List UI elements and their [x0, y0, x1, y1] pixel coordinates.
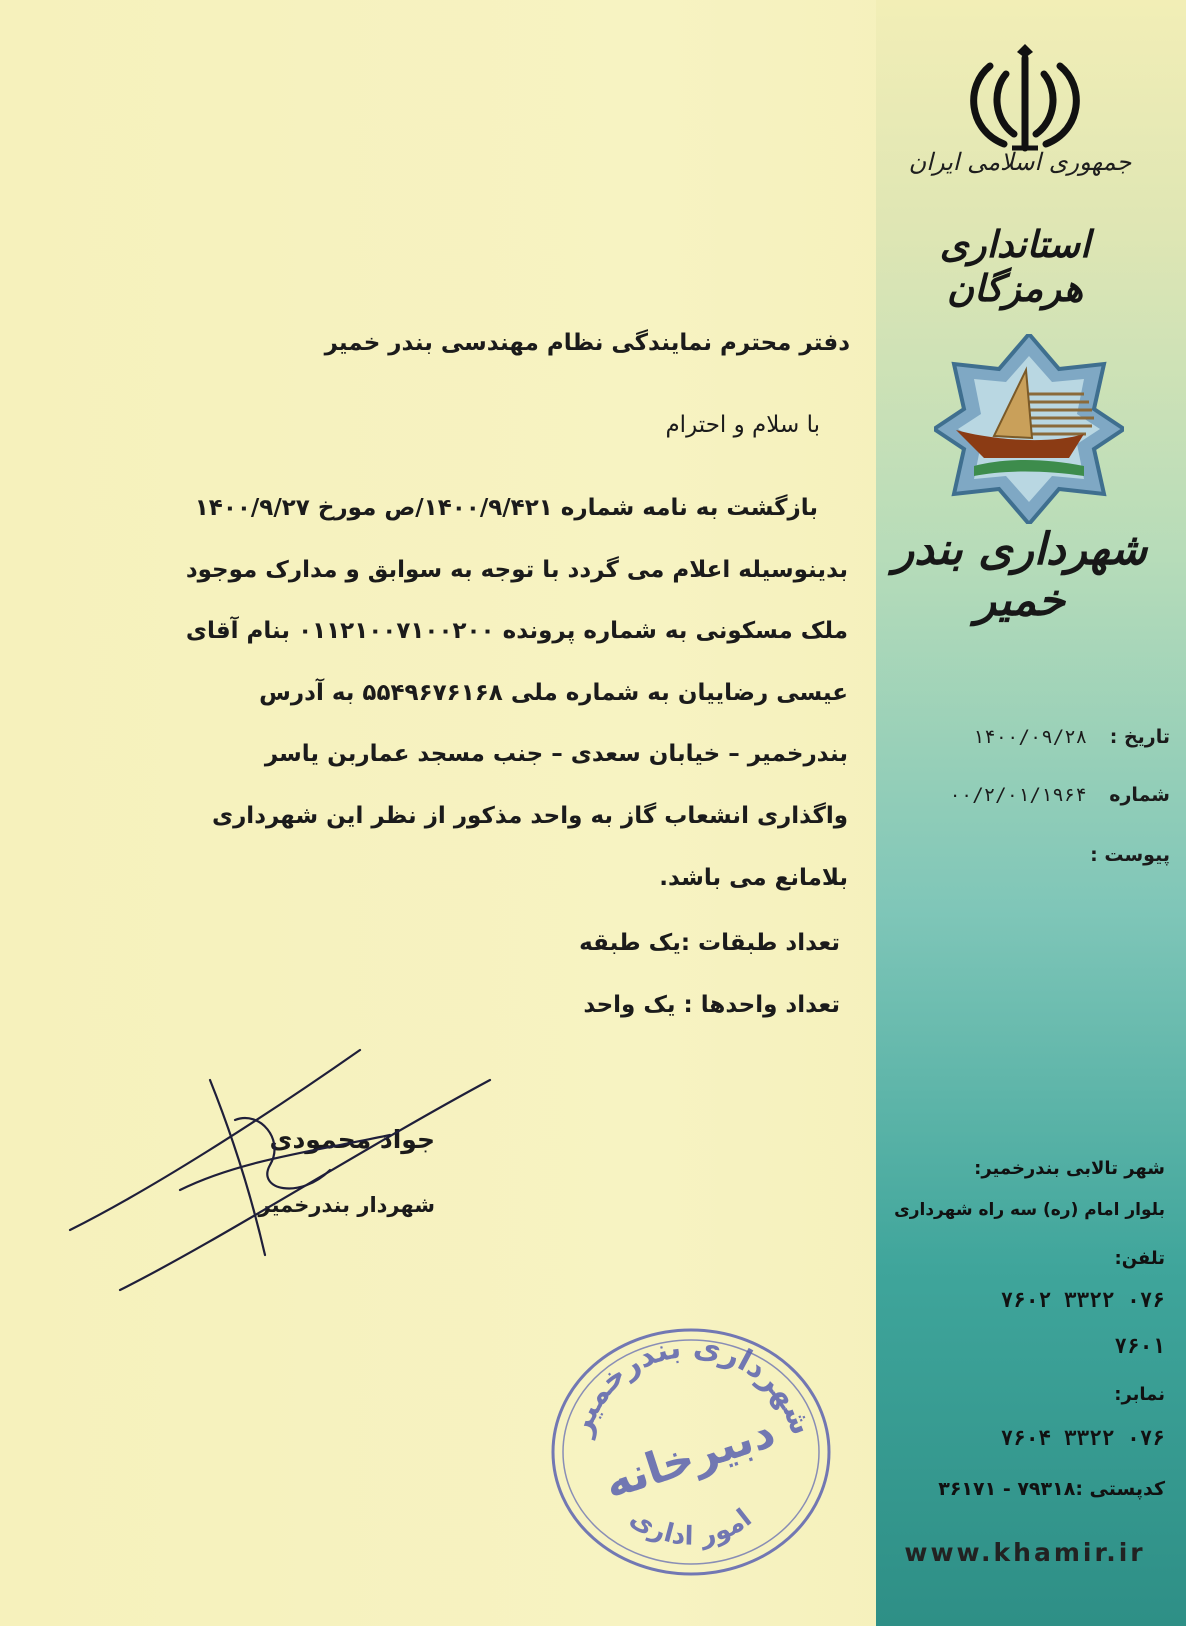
postal-code: کدپستی :۷۹۳۱۸ - ۳۶۱۷۱ — [938, 1478, 1165, 1500]
website-link[interactable]: www.khamir.ir — [904, 1538, 1146, 1567]
number-label: شماره — [1109, 784, 1170, 806]
stamp-top-text: شهرداری بندرخمیر — [562, 1329, 820, 1440]
date-value: ۱۴۰۰/۰۹/۲۸ — [972, 726, 1088, 748]
iran-emblem-icon — [960, 44, 1090, 156]
body-line: بدینوسیله اعلام می گردد با توجه به سوابق و مدارک موجود — [185, 556, 848, 583]
phone-label: تلفن: — [1114, 1248, 1165, 1269]
handwritten-signature — [60, 1040, 500, 1300]
number-value: ۰۰/۲/۰۱/۱۹۶۴ — [949, 784, 1087, 806]
body-line: بازگشت به نامه شماره ۱۴۰۰/۹/۴۲۱/ص مورخ ۱۴۰۰/۹/۲۷ — [194, 495, 818, 521]
municipality-name: شهرداری بندر خمیر — [892, 524, 1148, 626]
number-row — [900, 784, 1170, 806]
phone-number-1: ۰۷۶ ۳۳۲۲ ۷۶۰۲ — [1000, 1288, 1165, 1312]
letter-body — [108, 478, 848, 909]
address-line2: بلوار امام (ره) سه راه شهرداری — [894, 1200, 1165, 1220]
recipient: دفتر محترم نمایندگی نظام مهندسی بندر خمیر — [324, 330, 850, 356]
svg-text:شهرداری بندرخمیر — [562, 1329, 819, 1441]
attachment-row — [900, 844, 1170, 866]
body-line: ملک مسکونی به شماره پرونده ۰۱۱۲۱۰۰۷۱۰۰۲۰۰ بنام آقای — [185, 618, 848, 645]
attachment-label: پیوست : — [1090, 844, 1170, 866]
date-label: تاریخ : — [1109, 726, 1170, 748]
units-count: تعداد واحدها : یک واحد — [583, 992, 840, 1018]
stamp-center-text: دبیرخانه — [598, 1406, 782, 1510]
date-row — [900, 726, 1170, 748]
greeting: با سلام و احترام — [665, 412, 820, 438]
body-line: عیسی رضاییان به شماره ملی ۵۵۴۹۶۷۶۱۶۸ به آدرس — [259, 679, 848, 706]
signer-title: شهردار بندرخمیر — [258, 1193, 435, 1217]
stamp-bottom-text: امور اداری — [624, 1502, 758, 1552]
body-line: بندرخمیر – خیابان سعدی – جنب مسجد عماربن یاسر — [264, 741, 848, 768]
country-name: جمهوری اسلامی ایران — [908, 148, 1132, 176]
municipality-logo-icon — [934, 334, 1124, 524]
governorate-name: استانداری هرمزگان — [939, 222, 1091, 310]
fax-label: نمابر: — [1114, 1384, 1165, 1405]
body-line: واگذاری انشعاب گاز به واحد مذکور از نظر این شهرداری — [211, 802, 848, 829]
fax-number: ۰۷۶ ۳۳۲۲ ۷۶۰۴ — [1000, 1426, 1165, 1450]
phone-number-2: ۷۶۰۱ — [1114, 1334, 1165, 1358]
svg-text:امور اداری — [625, 1503, 758, 1552]
secretariat-stamp — [546, 1322, 836, 1582]
address-line1: شهر تالابی بندرخمیر: — [974, 1158, 1165, 1179]
signer-name: جواد محمودی — [269, 1125, 435, 1154]
body-line: بلامانع می باشد. — [659, 864, 848, 891]
floors-count: تعداد طبقات :یک طبقه — [579, 930, 840, 956]
